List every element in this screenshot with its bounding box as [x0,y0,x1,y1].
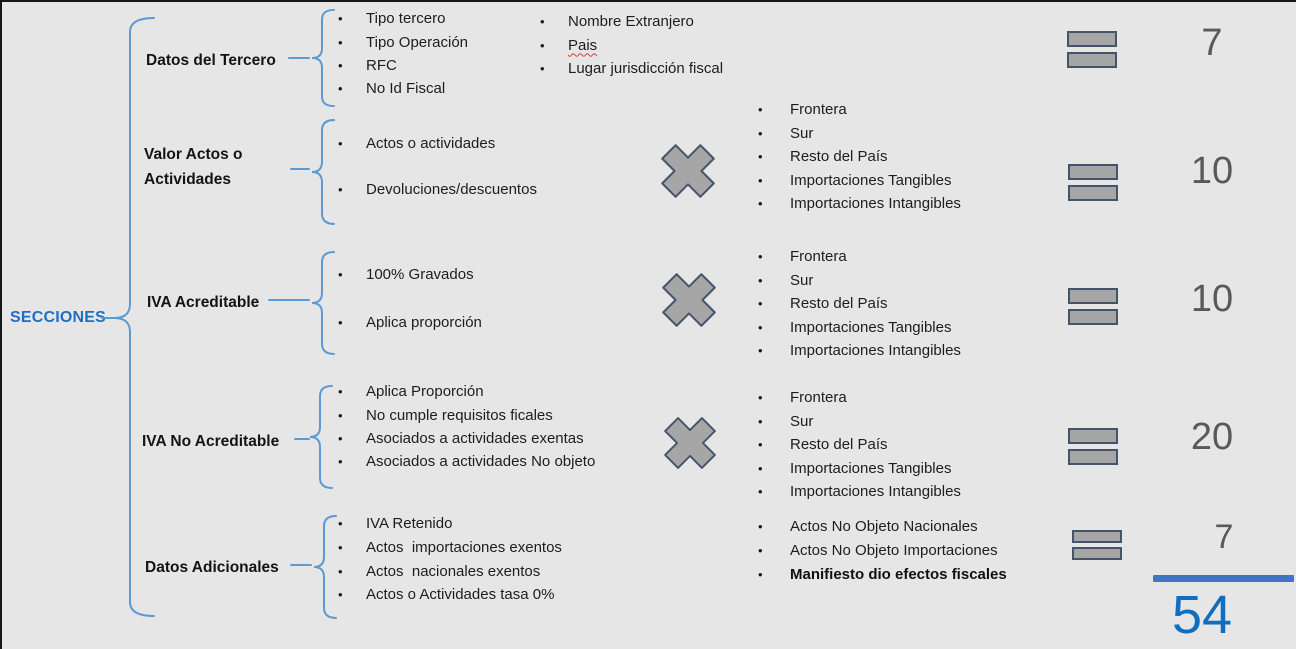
bullet-icon: • [338,266,343,282]
bullet-icon: • [338,540,343,556]
bullet-icon: • [540,60,545,76]
label-connector [290,564,312,566]
bullet-icon: • [338,516,343,532]
bullet-icon: • [758,413,763,429]
field-list [338,250,482,346]
bullet-icon: • [758,125,763,141]
region-list [758,386,961,504]
bullet-icon: • [758,543,763,559]
section-label: IVA Acreditable [147,294,260,311]
list-item: • Frontera [758,389,847,407]
section-count: 10 [1190,278,1234,320]
bullet-icon: • [338,57,343,73]
bullet-icon: • [758,566,763,582]
section-label: Datos Adicionales [145,559,279,576]
list-item: • Importaciones Tangibles [758,318,952,336]
section-label: IVA No Acreditable [142,433,280,450]
list-item: • Resto del País [758,295,888,313]
bullet-icon: • [758,196,763,212]
root-brace [100,16,156,618]
list-item: • Sur [758,412,814,430]
list-item: • Aplica proporción [338,313,482,331]
bullet-icon: • [758,343,763,359]
total-count: 54 [1171,585,1233,645]
label-connector [288,57,310,59]
bullet-icon: • [338,430,343,446]
list-item: • IVA Retenido [338,515,453,533]
bullet-icon: • [338,181,343,197]
region-list [758,98,961,216]
list-item: • Frontera [758,101,847,119]
bullet-icon: • [758,484,763,500]
region-list [758,245,961,363]
equals-icon [1067,31,1117,68]
list-item: • Importaciones Intangibles [758,195,961,213]
list-item: • Manifiesto dio efectos fiscales [758,565,1007,583]
list-item: • Sur [758,124,814,142]
section-brace [312,250,336,356]
bullet-icon: • [758,460,763,476]
field-list [338,512,562,607]
list-item: • Actos importaciones exentos [338,539,562,557]
section-brace [312,8,336,108]
list-item: • Importaciones Tangibles [758,459,952,477]
equals-icon [1068,288,1118,325]
label-connector [268,299,310,301]
extra-list [758,515,1007,586]
bullet-icon: • [758,390,763,406]
section-label: Valor Actos o Actividades [144,146,243,188]
list-item: • Sur [758,271,814,289]
list-item: • RFC [338,56,397,74]
list-item: • Resto del País [758,436,888,454]
bullet-icon: • [338,563,343,579]
list-item: • Frontera [758,248,847,266]
equals-icon [1068,164,1118,201]
list-item: • Asociados a actividades No objeto [338,453,596,471]
bullet-icon: • [758,319,763,335]
bullet-icon: • [758,272,763,288]
bullet-icon: • [758,437,763,453]
multiply-icon [663,416,717,470]
list-item: • Importaciones Tangibles [758,171,952,189]
section-count: 7 [1214,518,1234,556]
bullet-icon: • [338,314,343,330]
list-item: • Actos No Objeto Importaciones [758,542,998,560]
multiply-icon [660,143,716,199]
bullet-icon: • [338,454,343,470]
list-item: • Resto del País [758,148,888,166]
field-list-col2 [540,10,723,80]
list-item: • Pais [540,36,598,54]
section-count: 10 [1190,150,1234,192]
field-list [338,380,595,474]
bullet-icon: • [338,384,343,400]
bullet-icon: • [758,249,763,265]
section-label: Datos del Tercero [146,52,276,69]
section-count: 7 [1201,22,1223,64]
section-brace [314,514,338,620]
bullet-icon: • [758,172,763,188]
bullet-icon: • [338,135,343,151]
list-item: • Tipo tercero [338,10,446,28]
list-item: • Lugar jurisdicción fiscal [540,59,724,77]
list-item: • Asociados a actividades exentas [338,429,584,447]
list-item: • No cumple requisitos ficales [338,406,553,424]
field-list [338,7,468,101]
list-item: • 100% Gravados [338,265,474,283]
field-list [338,120,537,212]
section-brace [312,118,336,226]
bullet-icon: • [758,296,763,312]
list-item: • No Id Fiscal [338,80,446,98]
bullet-icon: • [758,149,763,165]
list-item: • Actos o Actividades tasa 0% [338,586,555,604]
equals-icon [1068,428,1118,465]
bullet-icon: • [338,34,343,50]
list-item: • Nombre Extranjero [540,13,694,31]
bullet-icon: • [338,587,343,603]
list-item: • Devoluciones/descuentos [338,180,537,198]
section-count: 20 [1190,416,1234,458]
bullet-icon: • [338,407,343,423]
bullet-icon: • [758,519,763,535]
list-item: • Aplica Proporción [338,383,484,401]
list-item: • Actos nacionales exentos [338,562,541,580]
label-connector [290,168,310,170]
bullet-icon: • [758,102,763,118]
label-connector [294,438,310,440]
sum-line [1153,575,1294,582]
list-item: • Tipo Operación [338,33,468,51]
bullet-icon: • [338,81,343,97]
list-item: • Actos No Objeto Nacionales [758,518,978,536]
list-item: • Actos o actividades [338,134,496,152]
multiply-icon [661,272,717,328]
section-brace [310,384,334,490]
bullet-icon: • [338,11,343,27]
bullet-icon: • [540,14,545,30]
list-item: • Importaciones Intangibles [758,483,961,501]
list-item: • Importaciones Intangibles [758,342,961,360]
equals-icon [1072,530,1122,560]
root-label: SECCIONES [10,309,107,326]
bullet-icon: • [540,37,545,53]
